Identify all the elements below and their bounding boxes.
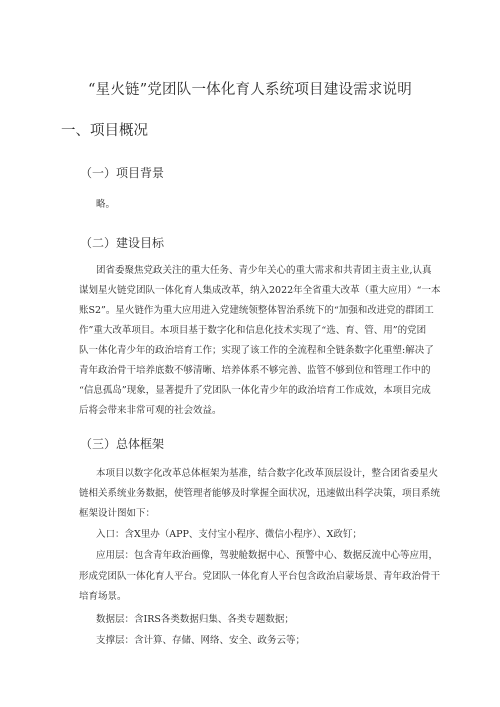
goal-line: 团省委聚焦党政关注的重大任务、青少年关心的重大需求和共青团主责主业,认真 (96, 265, 432, 276)
subsection-heading-framework: （三）总体框架 (80, 437, 165, 451)
framework-line: 本项目以数字化改革总体框架为基准，结合数字化改革顶层设计，整合团省委星火 (96, 468, 439, 479)
goal-line: 作”重大改革项目。本项目基于数字化和信息化技术实现了“选、育、管、用”的党团 (79, 325, 427, 336)
framework-app-line: 应用层：包含青年政治画像，驾驶舱数据中心、预警中心、数据反流中心等应用， (96, 550, 439, 561)
framework-data-layer: 数据层：含IRS各类数据归集、各类专题数据； (96, 614, 294, 625)
goal-line: 队一体化青少年的政治培育工作；实现了该工作的全流程和全链条数字化重塑:解决了 (79, 345, 434, 356)
framework-support-layer: 支撑层：含计算、存储、网络、安全、政务云等； (96, 635, 306, 646)
background-text: 略。 (96, 199, 116, 210)
goal-line: 账S2”。星火链作为重大应用进入党建统领整体智治系统下的“加强和改进党的群团工 (79, 305, 434, 316)
goal-line: 谋划星火链党团队一体化育人集成改革，纳入2022年全省重大改革（重大应用）“一本 (79, 285, 441, 296)
subsection-heading-background: （一）项目背景 (80, 166, 165, 180)
subsection-heading-goal: （二）建设目标 (80, 236, 165, 250)
framework-line: 链相关系统业务数据，使管理者能够及时掌握全面状况，迅速做出科学决策，项目系统 (79, 488, 441, 499)
framework-line: 框架设计图如下： (79, 508, 156, 519)
section-heading-overview: 一、项目概况 (61, 123, 148, 139)
goal-line: 后将会带来非常可观的社会效益。 (79, 405, 222, 416)
goal-line: “信息孤岛”现象，显著提升了党团队一体化青少年的政治培育工作成效，本项目完成 (79, 385, 431, 396)
framework-app-line: 培育场景。 (79, 591, 127, 602)
document-title: “星火链”党团队一体化育人系统项目建设需求说明 (88, 82, 412, 98)
framework-entry: 入口：含X里办（APP、支付宝小程序、微信小程序）、X政钉； (96, 529, 362, 540)
goal-line: 青年政治骨干培养底数不够清晰、培养体系不够完善、监管不够到位和管理工作中的 (79, 365, 431, 376)
framework-app-line: 形成党团队一体化育人平台。党团队一体化育人平台包含政治启蒙场景、青年政治骨干 (79, 571, 441, 582)
